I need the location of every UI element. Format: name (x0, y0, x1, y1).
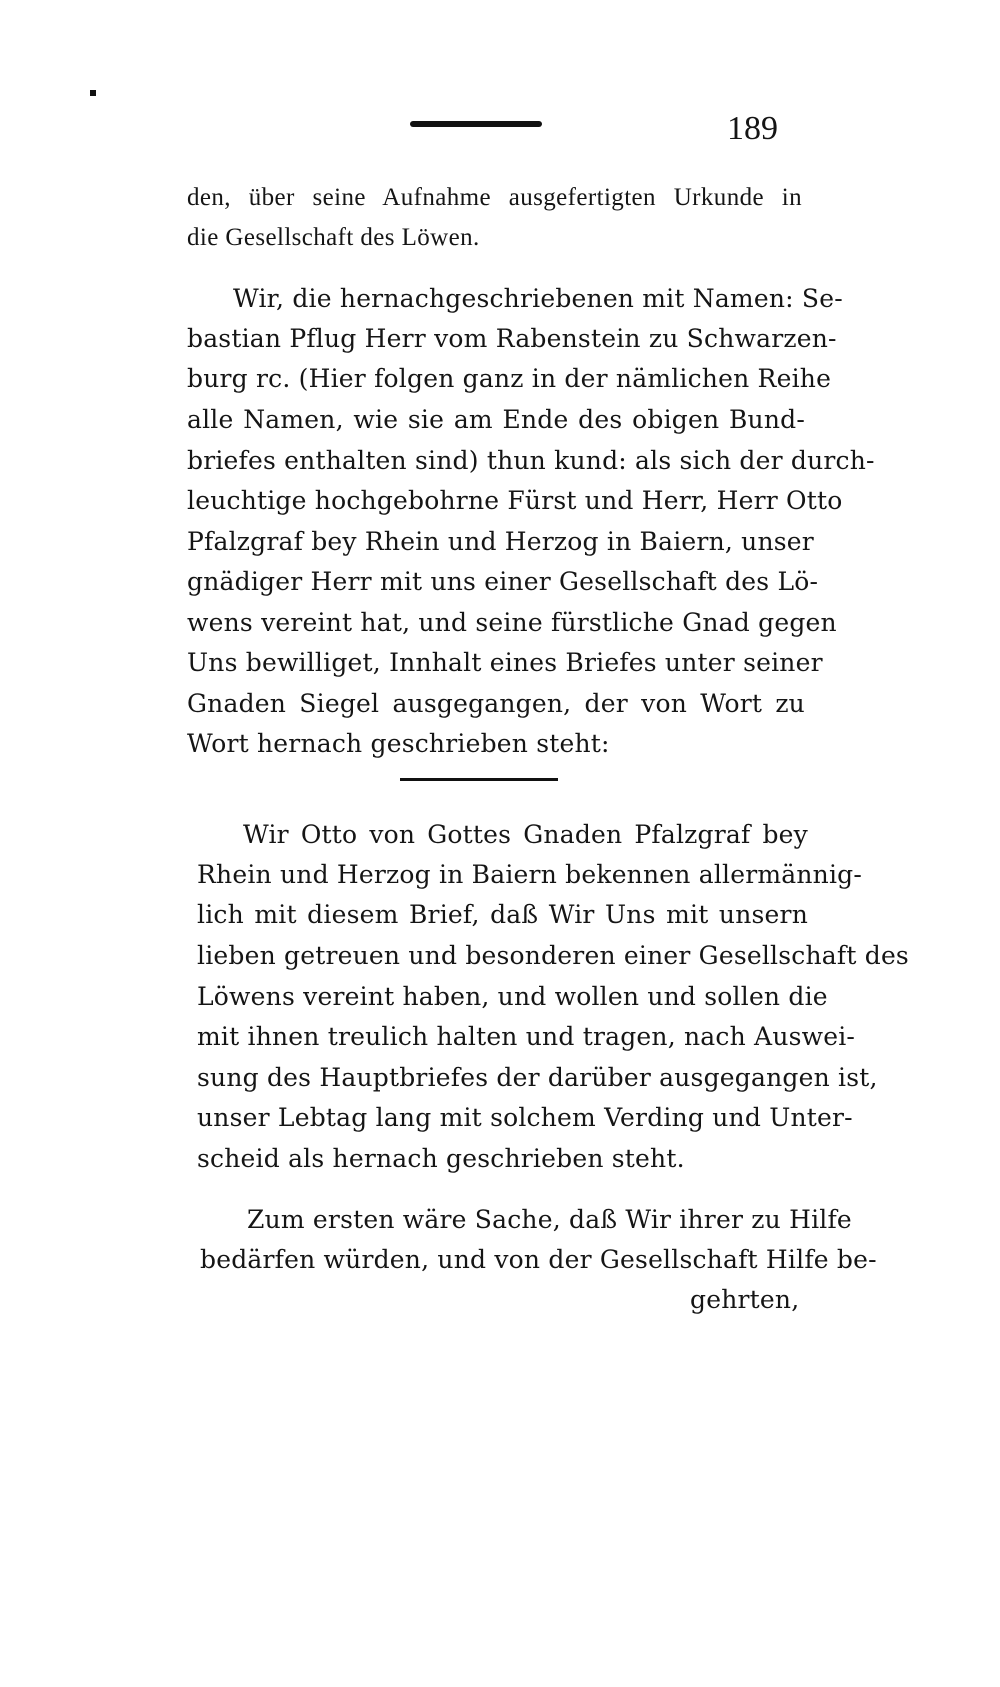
text-line: Wir, die hernachgeschriebenen mit Namen: Se- (233, 284, 843, 313)
text-line: gnädiger Herr mit uns einer Gesellschaft des Lö- (187, 567, 819, 596)
text-line: burg rc. (Hier folgen ganz in der nämlichen Reihe (187, 364, 832, 393)
continuation-line: die Gesellschaft des Löwen. (187, 224, 480, 251)
continuation-line: den, über seine Aufnahme ausgefertigten Urkunde in (187, 184, 802, 211)
text-line: sung des Hauptbriefes der darüber ausgegangen ist, (197, 1063, 878, 1092)
text-line: Zum ersten wäre Sache, daß Wir ihrer zu Hilfe (247, 1205, 852, 1234)
text-line: Rhein und Herzog in Baiern bekennen allermännig- (197, 860, 863, 889)
text-line: Pfalzgraf bey Rhein und Herzog in Baiern, unser (187, 527, 814, 556)
text-line: Uns bewilliget, Innhalt eines Briefes unter seiner (187, 648, 823, 677)
text-line: scheid als hernach geschrieben steht. (197, 1144, 685, 1173)
text-line: lieben getreuen und besonderen einer Gesellschaft des (197, 941, 909, 970)
page-number: 189 (727, 110, 778, 147)
text-line: Gnaden Siegel ausgegangen, der von Wort zu (187, 689, 805, 718)
text-line: wens vereint hat, und seine fürstliche Gnad gegen (187, 608, 837, 637)
text-line: bedärfen würden, und von der Gesellschaft Hilfe be- (200, 1245, 877, 1274)
text-line: alle Namen, wie sie am Ende des obigen Bund- (187, 405, 805, 434)
section-divider (400, 778, 558, 781)
catchword: gehrten, (690, 1285, 800, 1314)
header-rule (410, 121, 542, 127)
text-line: Löwens vereint haben, und wollen und sollen die (197, 982, 828, 1011)
text-line: lich mit diesem Brief, daß Wir Uns mit unsern (197, 900, 808, 929)
text-line: Wir Otto von Gottes Gnaden Pfalzgraf bey (243, 820, 808, 849)
text-line: briefes enthalten sind) thun kund: als sich der durch- (187, 446, 875, 475)
page-speck (90, 90, 96, 96)
text-line: unser Lebtag lang mit solchem Verding und Unter- (197, 1103, 853, 1132)
text-line: Wort hernach geschrieben steht: (187, 729, 610, 758)
text-line: leuchtige hochgebohrne Fürst und Herr, Herr Otto (187, 486, 843, 515)
text-line: bastian Pflug Herr vom Rabenstein zu Schwarzen- (187, 324, 837, 353)
text-line: mit ihnen treulich halten und tragen, nach Auswei- (197, 1022, 856, 1051)
